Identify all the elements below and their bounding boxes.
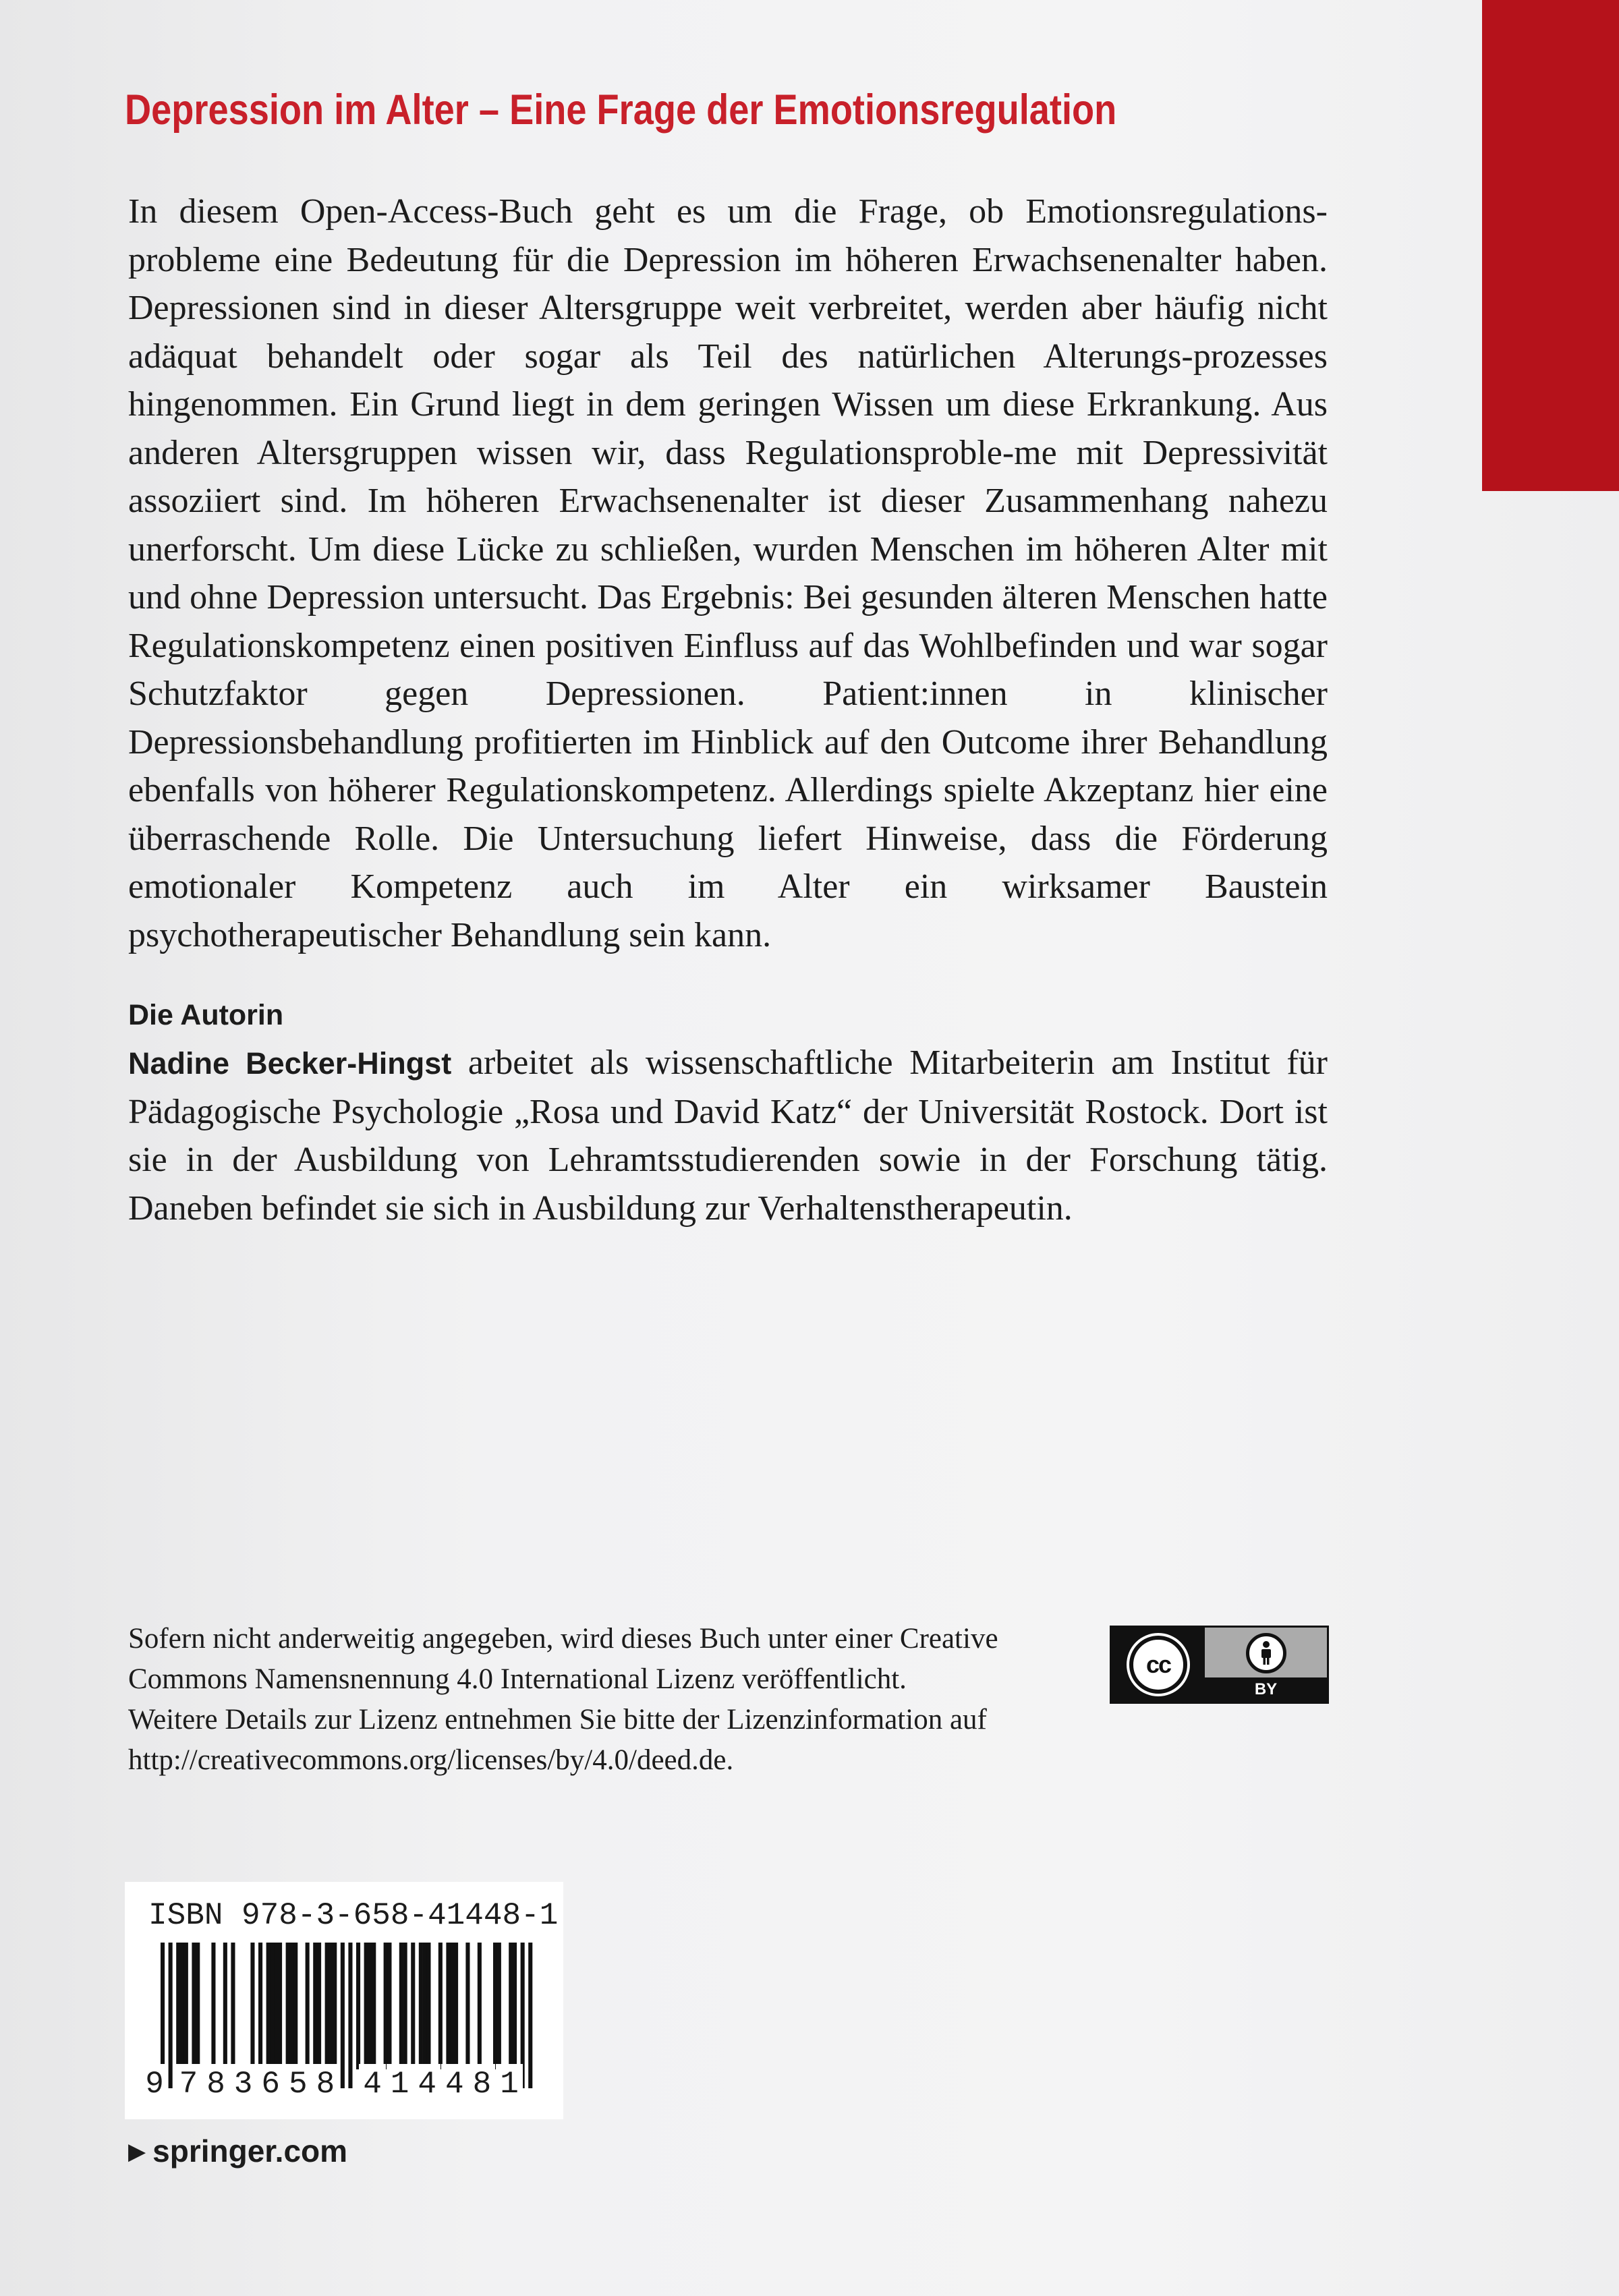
barcode-bar	[426, 1943, 430, 2069]
barcode-digit: 4	[441, 2064, 468, 2104]
barcode-bar	[270, 1943, 274, 2069]
barcode-bar	[411, 1943, 415, 2069]
barcode-bar	[192, 1943, 196, 2069]
barcode-bar	[419, 1943, 423, 2069]
barcode-bar	[231, 1943, 235, 2069]
barcode-bar	[293, 1943, 297, 2069]
barcode-bar	[399, 1943, 403, 2069]
barcode-bar	[211, 1943, 215, 2069]
barcode-bar	[180, 1943, 184, 2069]
barcode-digit: 7	[175, 2064, 202, 2104]
author-name: Nadine Becker-Hingst	[128, 1046, 452, 1081]
barcode-digit: 8	[202, 2064, 229, 2104]
barcode-bar	[317, 1943, 321, 2069]
barcode-digit: 5	[285, 2064, 312, 2104]
barcode-bar	[274, 1943, 278, 2069]
person-icon	[1246, 1633, 1286, 1673]
barcode-digit: 4	[414, 2064, 441, 2104]
barcode-bar	[223, 1943, 227, 2069]
barcode-bar	[387, 1943, 391, 2069]
barcode-bar	[509, 1943, 513, 2069]
barcode-bar	[329, 1943, 333, 2069]
license-line: Weitere Details zur Lizenz entnehmen Sie bitte der Lizenzinformation auf	[128, 1704, 987, 1735]
barcode-bar	[313, 1943, 317, 2069]
barcode-bar	[454, 1943, 458, 2069]
barcode-bar	[372, 1943, 376, 2069]
barcode-bar	[250, 1943, 254, 2069]
barcode-bar	[384, 1943, 388, 2069]
barcode-bar	[368, 1943, 372, 2069]
barcode-bar	[493, 1943, 497, 2069]
barcode-bar	[266, 1943, 271, 2069]
barcode-digit: 9	[141, 2064, 168, 2104]
license-line: Commons Namensnennung 4.0 International Lizenz veröffentlicht.	[128, 1663, 907, 1695]
barcode-digit: 4	[359, 2064, 386, 2104]
publisher-website	[128, 2127, 347, 2175]
barcode-bar	[289, 1943, 293, 2069]
isbn-barcode	[125, 1882, 563, 2119]
author-bio	[128, 1039, 1328, 1232]
barcode-bar	[196, 1943, 200, 2069]
barcode-bar	[446, 1943, 450, 2069]
barcode-digit: 8	[468, 2064, 495, 2104]
author-bio-text: arbeitet als wissenschaftliche Mitarbeiterin am Institut für Pädagogische Psychologie „Rosa und David Katz“ der Universität Rostock. Dort ist sie in der Ausbildung von Lehramtsstudierenden sowie in der Forschung tätig. Daneben befindet sie sich in Ausbildung zur Verhaltenstherapeutin.	[128, 1043, 1328, 1228]
author-heading: Die Autorin	[128, 999, 284, 1031]
barcode-bar	[364, 1943, 368, 2069]
by-label: BY	[1205, 1677, 1327, 1702]
isbn-label: ISBN 978-3-658-41448-1	[148, 1898, 559, 1933]
barcode-bar	[478, 1943, 482, 2069]
barcode-bar	[513, 1943, 517, 2069]
license-notice	[128, 1619, 1086, 1781]
barcode-bar	[286, 1943, 290, 2069]
barcode-bar	[450, 1943, 454, 2069]
arrow-right-icon: ▶	[128, 2139, 146, 2164]
barcode-bar	[423, 1943, 427, 2069]
website-label: springer.com	[152, 2133, 348, 2169]
barcode-bar	[333, 1943, 337, 2069]
license-line: Sofern nicht anderweitig angegeben, wird dieses Buch unter einer Creative	[128, 1623, 998, 1655]
license-url: http://creativecommons.org/licenses/by/4.0/deed.de.	[128, 1744, 734, 1776]
cc-logo-icon: cc	[1129, 1636, 1187, 1694]
book-title: Depression im Alter – Eine Frage der Emotionsregulation	[125, 86, 1117, 134]
red-accent-bar	[1482, 0, 1619, 491]
barcode-bar	[278, 1943, 282, 2069]
barcode-digit: 1	[387, 2064, 414, 2104]
barcode-bar	[497, 1943, 501, 2069]
barcode-bar	[176, 1943, 180, 2069]
barcode-bar	[258, 1943, 262, 2069]
barcode-digits	[141, 2064, 552, 2104]
barcode-bar	[184, 1943, 188, 2069]
barcode-digit: 3	[230, 2064, 257, 2104]
creative-commons-by-icon	[1110, 1626, 1329, 1704]
barcode-bar	[403, 1943, 407, 2069]
barcode-digit: 6	[257, 2064, 284, 2104]
book-abstract: In diesem Open-Access-Buch geht es um die Frage, ob Emotionsregulations-probleme eine Bedeutung für die Depression im höheren Erwachsenenalter haben. Depressionen sind in dieser Altersgruppe weit verbreitet, werden aber häufig nicht adäquat behandelt oder sogar als Teil des natürlichen Alterungs-prozesses hingenommen. Ein Grund liegt in dem geringen Wissen um diese Erkrankung. Aus anderen Altersgruppen wissen wir, dass Regulationsproble-me mit Depressivität assoziiert sind. Im höheren Erwachsenenalter ist dieser Zusammenhang nahezu unerforscht. Um diese Lücke zu schließen, wurden Menschen im höheren Alter mit und ohne Depression untersucht. Das Ergebnis: Bei gesunden älteren Menschen hatte Regulationskompetenz einen positiven Einfluss auf das Wohlbefinden und war sogar Schutzfaktor gegen Depressionen. Patient:innen in klinischer Depressionsbehandlung profitierten im Hinblick auf den Outcome ihrer Behandlung ebenfalls von höherer Regulationskompetenz. Allerdings spielte Akzeptanz hier eine überraschende Rolle. Die Untersuchung liefert Hinweise, dass die Förderung emotionaler Kompetenz auch im Alter ein wirksamer Baustein psychotherapeutischer Behandlung sein kann.	[128, 192, 1328, 954]
barcode-bar	[465, 1943, 470, 2069]
barcode-bar	[438, 1943, 443, 2069]
barcode-bar	[356, 1943, 360, 2069]
barcode-digit: 1	[496, 2064, 523, 2104]
barcode-bar	[306, 1943, 310, 2069]
barcode-digit: 8	[312, 2064, 339, 2104]
barcode-bar	[325, 1943, 329, 2069]
